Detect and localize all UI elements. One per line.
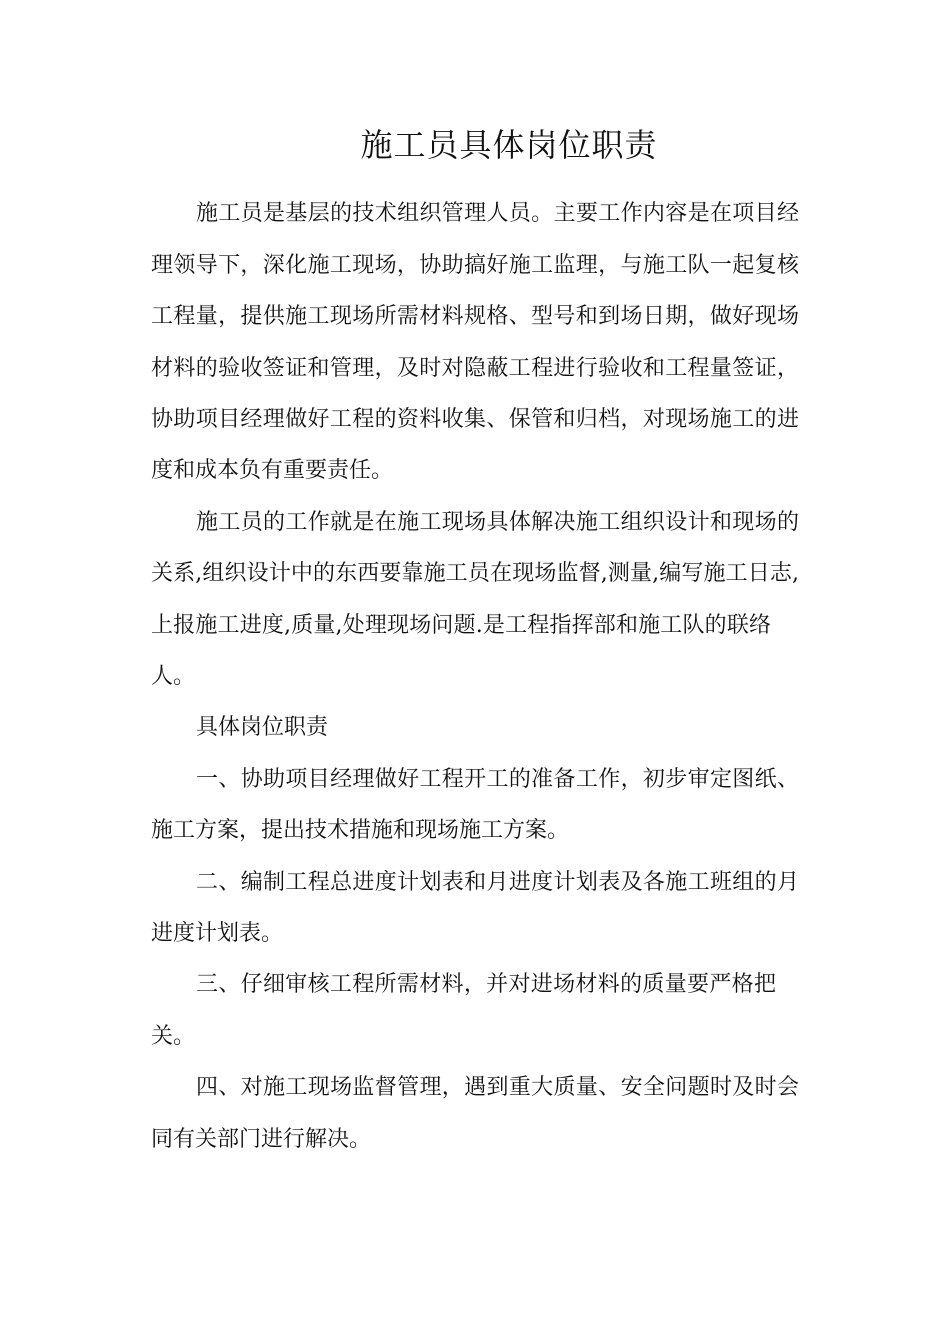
duty-item-1-line-2: 施工方案，提出技术措施和现场施工方案。 — [151, 818, 570, 843]
paragraph-1-line-2: 理领导下，深化施工现场，协助搞好施工监理，与施工队一起复核 — [151, 253, 799, 278]
duty-item-4-line-2: 同有关部门进行解决。 — [151, 1127, 372, 1152]
paragraph-1-line-3: 工程量，提供施工现场所需材料规格、型号和到场日期，做好现场 — [151, 304, 799, 329]
duty-item-2-line-1: 二、编制工程总进度计划表和月进度计划表及各施工班组的月 — [196, 870, 799, 895]
paragraph-1-line-4: 材料的验收签证和管理，及时对隐蔽工程进行验收和工程量签证， — [151, 356, 799, 381]
paragraph-2-line-4: 人。 — [151, 664, 196, 689]
paragraph-1-line-6: 度和成本负有重要责任。 — [151, 458, 394, 483]
section-subheading: 具体岗位职责 — [196, 715, 329, 740]
duty-item-4-line-1: 四、对施工现场监督管理，遇到重大质量、安全问题时及时会 — [196, 1075, 799, 1100]
paragraph-1-line-5: 协助项目经理做好工程的资料收集、保管和归档，对现场施工的进 — [151, 407, 799, 432]
document-title: 施工员具体岗位职责 — [360, 126, 658, 164]
duty-item-1-line-1: 一、协助项目经理做好工程开工的准备工作，初步审定图纸、 — [196, 767, 799, 792]
duty-item-3-line-2: 关。 — [151, 1024, 196, 1049]
paragraph-2-line-3: 上报施工进度,质量,处理现场问题.是工程指挥部和施工队的联络 — [151, 613, 771, 638]
duty-item-2-line-2: 进度计划表。 — [151, 921, 284, 946]
paragraph-1-line-1: 施工员是基层的技术组织管理人员。主要工作内容是在项目经 — [196, 201, 799, 226]
paragraph-2-line-1: 施工员的工作就是在施工现场具体解决施工组织设计和现场的 — [196, 510, 799, 535]
paragraph-2-line-2: 关系,组织设计中的东西要靠施工员在现场监督,测量,编写施工日志, — [151, 561, 799, 586]
duty-item-3-line-1: 三、仔细审核工程所需材料，并对进场材料的质量要严格把 — [196, 972, 776, 997]
